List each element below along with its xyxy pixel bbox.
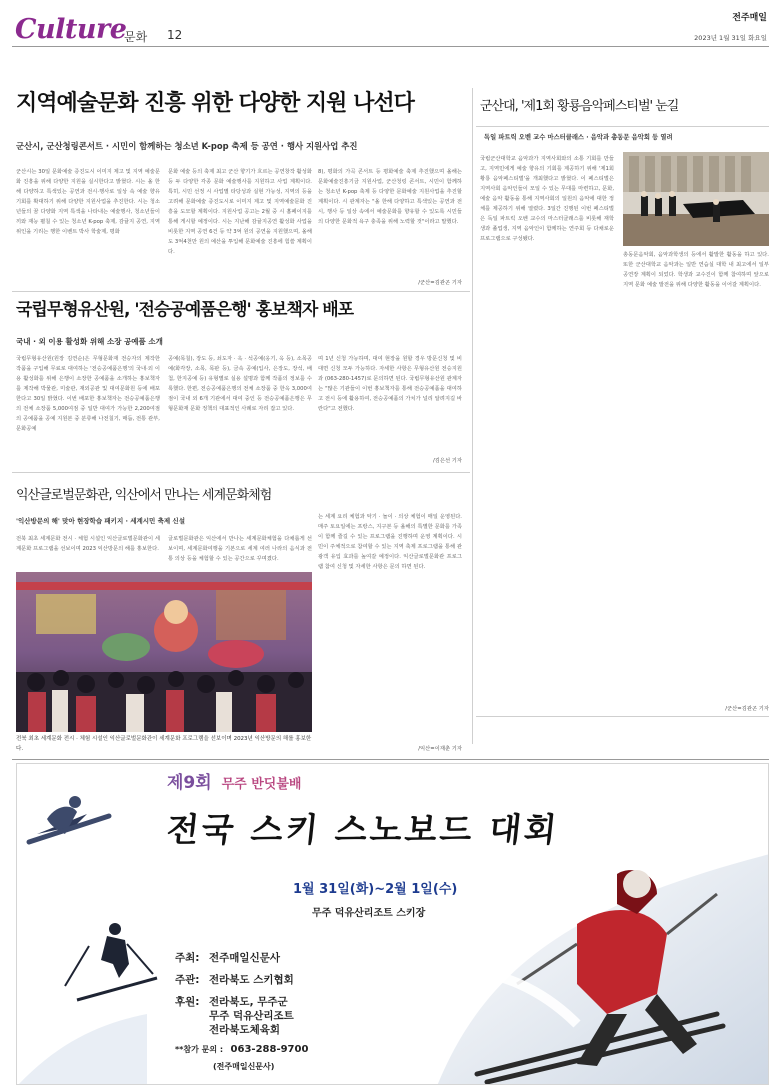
article-body: 며 1년 신청 가능하며, 대여 현장을 원할 경우 방문신청 및 비대면 신청 모두 가능하다. 자세한 사항은 무형유산원 전승지원과 (063-280-1457)로 문의하면 된다. 국립무형유산원 관계자는 "많은 기관들이 이번 홍보책자를 통해 전승공예품을 대여하고 전시 등에 활용하여, 전승공예품의 가치가 널리 알려지길 바란다"고 전했다.	[318, 356, 462, 412]
divider	[476, 716, 769, 717]
article-byline: /군산=김관곤 기자	[725, 706, 769, 712]
section-label: 문화	[124, 30, 148, 44]
issue-date: 2023년 1월 31일 화요일	[694, 34, 767, 42]
article-title: 국립무형유산원, '전승공예품은행' 홍보책자 배포	[16, 300, 354, 320]
article-body: 전북 최초 세계문화 전시 · 체험 시설인 익산글로벌문화관이 세계문화 프로그램을 선보이며 2023 익산방문의 해를 홍보한다.	[16, 536, 160, 552]
article-title: 익산글로벌문화관, 익산에서 만나는 세계문화체험	[16, 488, 272, 503]
article-body: 국립군산대학교 음악과가 지역사회와의 소통 기회를 만들고, 지역민에게 예술 향유의 기회를 제공하기 위해 '제1회 황룡 음악페스티벌'을 개최했다고 밝혔다. 이 페스티벌은 지역사회 음악인들이 모일 수 있는 무대를 마련하고, 문화, 예술 음악 활동을 통해 지역사회의 일원의 음악에 대한 정체를 제공하기 위해 열렸다. 3일간 진행된 이번 페스티벌은 독일 파트릭 오벤 교수의 마스터클래스를 비롯해 재학생과 졸업생, 지역 음악인이 함께하는 연주회 등 다채로운 프로그램으로 구성됐다.	[480, 156, 614, 242]
column-rule	[472, 88, 473, 744]
article-body: 8), 평화의 가곡 콘서트 등 평화예술 축제 추진했으며 올해는 문화예술진흥기금 지원사업, 군산청링 콘서트, 시민이 함께하는 청소년 K-pop 축제 등 다양한 문화예술 지원사업을 추진할 계획이다. 시 관계자는 "올 한해 다양하고 특색있는 공연과 전시, 행사 등 일상 속에서 예술문화를 향유할 수 있도록 시민들의 다양한 문화적 욕구 충족을 위해 노력할 것"이라고 말했다.	[318, 169, 462, 225]
credit-label: 후원:	[175, 996, 200, 1008]
article-subtitle: 군산시, 군산청링콘서트 · 시민이 함께하는 청소년 K-pop 축제 등 공연 · 행사 지원사업 추진	[16, 141, 358, 151]
divider	[12, 759, 769, 760]
contact-org: (전주매일신문사)	[213, 1062, 275, 1071]
ad-edition-number: 제9회	[167, 773, 212, 793]
article-5	[480, 738, 770, 739]
article-subtitle: 국내 · 외 이용 활성화 위해 소장 공예품 소개	[16, 337, 163, 346]
skier-silhouette-icon	[65, 923, 157, 1000]
divider	[12, 291, 470, 292]
article-body: 문화 예술 등의 축제 최고 군산 향기가 흐르는 공연창작 활성화 등 두 다양한 각종 문화 예술행사를 지원하고 사업 계획이다. 특히, 시민 선정 시 사업별 타당성과 실현 가능성, 지역의 등을 고려해 문화예술 증진도시로 이미지 제고 및 지역예술문화 진흥을 도모할 계획이다. 지원사업 공고는 2월 중 시 홈페이지를 통해 게시할 예정이다. 시는 지난해 감귤지공연 활성화 사업을 비롯한 지역 공연 6건 등 약 3억 원의 공연을 지원했으며, 올해도 3억4천만 원의 예산을 투입해 문화예술 진흥에 힘쓸 계획이다.	[168, 169, 312, 255]
ad-title: 전국 스키 스노보드 대회	[164, 810, 562, 849]
section-logo: Culture	[15, 14, 127, 45]
article-body: 공예(목칠), 장도 등, 쇠도자 · 옥 · 석공예(옹기, 옥 등), 소목공예(화각장, 소목, 목판 등), 금속 공예(입사, 은장도, 장석, 배첩, 한지공예 등) 유형별로 실용 설명과 함께 작품의 정보를 수록했다. 한편, 전승공예품은행의 전체 소장품 중 한옥 3,000여 점이 국내 외 6개 기관에서 대여 중인 등 전승공예품은행은 무형문화재 문화 정책의 대표적인 사례로 자리 잡고 있다.	[168, 356, 312, 412]
paper-name: 전주매일	[732, 13, 767, 23]
festival-photo	[16, 572, 312, 732]
article-byline: /군산=김관곤 기자	[418, 280, 462, 286]
article-subtitle: 독일 파트릭 오벤 교수 마스터클래스 · 음악과 총동문 음악회 등 열려	[484, 134, 673, 141]
credit-value: 무주 덕유산리조트	[209, 1010, 294, 1022]
article-body: 국립무형유산원(원장 김연순)은 무형문화재 전승자의 제작한 작품을 구입해 무료로 대여하는 '전승공예품은행'의 국내·외 이용 활성화를 위해 은행이 소장한 공예품을 소개하는 홍보책자를 제작해 박물관, 미술관, 재외공관 및 대여문화원 등에 배포한다고 30일 밝혔다. 이번 배포한 홍보책자는 전승공예품은행의 전체 소장품 5,000여점 중 일반 대여가 가능한 2,200여점의 공예품을 공예 지원본 중 분류해 나전칠기, 매듭, 전통 관부, 문화공예	[16, 356, 160, 432]
contact-phone: 063-288-9700	[230, 1044, 309, 1055]
credit-row	[175, 972, 375, 994]
credit-row	[175, 950, 375, 972]
article-byline: /익산=이재춘 기자	[418, 746, 462, 752]
article-body: 총동문음악회, 음악과학생의 등에서 활발한 활동을 하고 있다. 또한 군산대학교 음악과는 일반 연습실 대학 내 최고에서 일부 공연장 계획이 되었다. 학생과 교수진이 함께 참여하며 앞으로 지역 문화 예술 발전을 위해 다양한 활동을 이어갈 계획이다.	[623, 252, 769, 288]
credit-value: 전주매일신문사	[209, 952, 281, 964]
header-rule	[12, 46, 769, 47]
photo-caption: 전북 최초 세계문화 전시 · 체험 시설인 익산글로벌문화관이 세계문화 프로그램을 선보이며 2023년 익산방문의 해를 홍보한다.	[16, 736, 312, 752]
divider	[12, 472, 470, 473]
credit-row	[175, 1008, 375, 1022]
ad-contact	[175, 1044, 308, 1055]
article-body: 는 세계 요리 체험과 악기 · 놀이 · 의상 체험이 매일 운영된다. 매주 토요일에는 프랑스, 지구본 등 올해의 특별한 문화를 가족이 함께 즐길 수 있는 프로그램을 진행하며 운영 계획이다. 시민이 주체적으로 참여할 수 있는 지역 축제 프로그램을 통해 관광객 유입 효과를 높여갈 예정이다. 익산글로벌문화관 프로그램 참여 신청 및 자세한 사항은 문의 하면 된다.	[318, 514, 462, 570]
snowboarder-icon	[29, 796, 109, 842]
article-byline: /김은선 기자	[432, 458, 462, 464]
credit-value: 전라북도 스키협회	[209, 974, 294, 986]
credit-label: 주최:	[175, 952, 200, 964]
contact-label: **참가 문의 :	[175, 1045, 224, 1054]
credit-label: 주관:	[175, 974, 200, 986]
ad-venue: 무주 덕유산리조트 스키장	[312, 908, 426, 919]
credit-row	[175, 1022, 375, 1036]
article-body: 군산시는 30일 문화예술 증진도시 이미지 제고 및 지역 예술문화 진흥을 위해 다양한 지원을 실시한다고 밝혔다. 시는 올 한해 다양하고 특색있는 공연과 전시·행사로 일상 속 예술 향유 기회를 확대하기 위해 다양한 지원사업을 추진한다. 시는 청소년들의 꿈 다양화 지역 특색을 나타내는 예술행사, 청소년들이 끼와 재능 펼칠 수 있는 청소년 K-pop 축제, 감귤지 공연, 지역 위인을 기리는 행한 이벤트 박사 학술제, 평화	[16, 169, 160, 235]
ad-sponsor: 무주 반딧불배	[221, 777, 302, 792]
credit-value: 전라북도, 무주군	[209, 996, 288, 1008]
ski-ad	[16, 763, 769, 1085]
page-header	[0, 0, 777, 50]
divider	[476, 126, 769, 127]
ad-dates: 1월 31일(화)~2월 1일(수)	[293, 882, 458, 897]
article-title: 지역예술문화 진흥 위한 다양한 지원 나선다	[16, 91, 414, 116]
ad-credits	[175, 950, 375, 1036]
credit-value: 전라북도체육회	[209, 1024, 281, 1036]
credit-row	[175, 994, 375, 1008]
page-number: 12	[167, 28, 183, 42]
concert-photo	[623, 152, 769, 246]
article-body: 글로벌문화관은 익산에서 만나는 세계문화체험을 다채롭게 선보이며, 세계문화여행을 기본으로 세계 여러 나라의 음식과 전통 의상 등을 체험할 수 있는 공간으로 꾸며졌다.	[168, 536, 312, 562]
ad-edition	[167, 768, 301, 793]
article-title: 군산대, '제1회 황룡음악페스티벌' 눈길	[480, 99, 679, 114]
article-subtitle: '익산방문의 해' 맞아 현장학습 패키지 · 세계시민 축제 신설	[16, 517, 185, 525]
